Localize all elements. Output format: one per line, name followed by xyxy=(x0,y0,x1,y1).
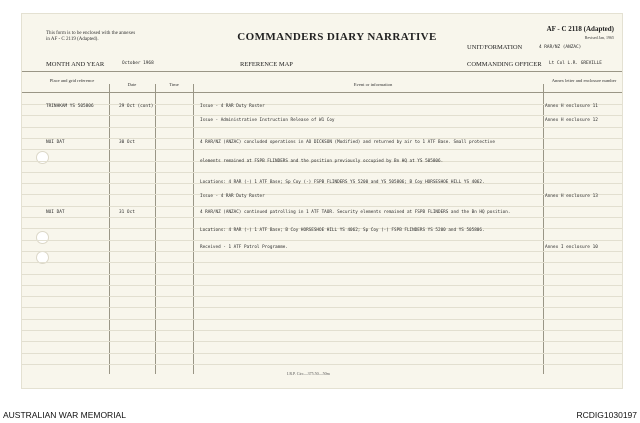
row-annex: Annex I enclosure 10 xyxy=(545,245,598,250)
punch-hole-top xyxy=(36,151,49,164)
row-annex: Annex H enclosure 12 xyxy=(545,118,598,123)
ruled-line xyxy=(22,285,622,286)
col-header-time: Time xyxy=(169,82,179,87)
ruled-line xyxy=(22,149,622,150)
ruled-line xyxy=(22,115,622,116)
ruled-line xyxy=(22,319,622,320)
row-date: 31 Oct xyxy=(119,210,135,215)
header-top-rule xyxy=(22,71,622,72)
archive-name: AUSTRALIAN WAR MEMORIAL xyxy=(3,410,126,420)
row-event: Received - 1 ATF Patrol Programme. xyxy=(200,245,288,250)
ruled-line xyxy=(22,296,622,297)
form-number: AF - C 2118 (Adapted) xyxy=(546,25,614,33)
row-event: Issue - 4 RAR Duty Roster xyxy=(200,194,265,199)
ruled-line xyxy=(22,206,622,207)
ruled-line xyxy=(22,353,622,354)
row-annex: Annex H enclosure 11 xyxy=(545,104,598,109)
col-header-place: Place and grid reference xyxy=(49,78,95,83)
ruled-line xyxy=(22,307,622,308)
ruled-line xyxy=(22,138,622,139)
row-event: Locations: 4 RAR (-) 1 ATF Base; B Coy HORSESHOE HILL YS 4062; Sp Coy (-) FSPB FLINDERS YS 5200 and YS 505806. xyxy=(200,228,485,233)
printer-imprint: I.R.P. Circ—375.50—50m xyxy=(287,371,330,376)
archive-reference: RCDIG1030197 xyxy=(576,410,637,420)
diary-sheet xyxy=(21,13,623,389)
enclosure-note: This form is to be enclosed with the annexes in AF - C 2119 (Adapted). xyxy=(46,31,136,42)
ruled-line xyxy=(22,364,622,365)
ruled-line xyxy=(22,104,622,105)
ruled-line xyxy=(22,240,622,241)
header-bottom-rule xyxy=(22,92,622,93)
row-event: elements remained at FSPB FLINDERS and the position previously occupied by Bn HQ at YS 505806. xyxy=(200,159,444,164)
commanding-officer-value: Lt Col L.R. GREVILLE xyxy=(549,61,602,66)
unit-formation-value: 4 RAR/NZ (ANZAC) xyxy=(539,45,582,50)
ruled-line xyxy=(22,127,622,128)
row-event: Issue - Administrative Instruction Release of W1 Coy xyxy=(200,118,335,123)
row-place: NUI DAT xyxy=(46,140,65,145)
ruled-line xyxy=(22,330,622,331)
ruled-line xyxy=(22,217,622,218)
ruled-line xyxy=(22,251,622,252)
row-place: NUI DAT xyxy=(46,210,65,215)
punch-hole-middle xyxy=(36,231,49,244)
revised-date: Revised Jan, 1965 xyxy=(584,35,614,40)
form-title: COMMANDERS DIARY NARRATIVE xyxy=(237,31,437,43)
commanding-officer-label: COMMANDING OFFICER xyxy=(467,61,542,68)
row-date: 30 Oct xyxy=(119,140,135,145)
archive-footer xyxy=(0,410,640,423)
ruled-line xyxy=(22,172,622,173)
unit-formation-label: UNIT/FORMATION xyxy=(467,44,523,51)
row-annex: Annex H enclosure 13 xyxy=(545,194,598,199)
reference-map-label: REFERENCE MAP xyxy=(240,61,293,68)
month-year-value: October 1968 xyxy=(122,61,154,66)
ruled-line xyxy=(22,274,622,275)
row-event: 4 RAR/NZ (ANZAC) continued patrolling in 1 ATF TAOR. Security elements remained at FSPB FLINDERS and the Bn HQ position. xyxy=(200,210,511,215)
month-year-label: MONTH AND YEAR xyxy=(46,61,105,68)
col-header-annex: Annex letter and enclosure number xyxy=(551,78,617,83)
row-event: 4 RAR/NZ (ANZAC) concluded operations in AO DICKSON (Modified) and returned by air to 1 ATF Base. Small protective xyxy=(200,140,495,145)
ruled-line xyxy=(22,341,622,342)
row-place: TRINHKAM YS 505806 xyxy=(46,104,94,109)
col-header-event: Event or information xyxy=(353,82,393,87)
ruled-line xyxy=(22,262,622,263)
row-event: Locations: 4 RAR (-) 1 ATF Base; Sp Coy (-) FSPB FLINDERS YS 5200 and YS 505806; B Coy HORSESHOE HILL YS 4062. xyxy=(200,180,485,185)
row-event: Issue - 4 RAR Duty Roster xyxy=(200,104,265,109)
col-header-date: Date xyxy=(127,82,137,87)
row-date: 29 Oct (cont) xyxy=(119,104,154,109)
ruled-line xyxy=(22,194,622,195)
